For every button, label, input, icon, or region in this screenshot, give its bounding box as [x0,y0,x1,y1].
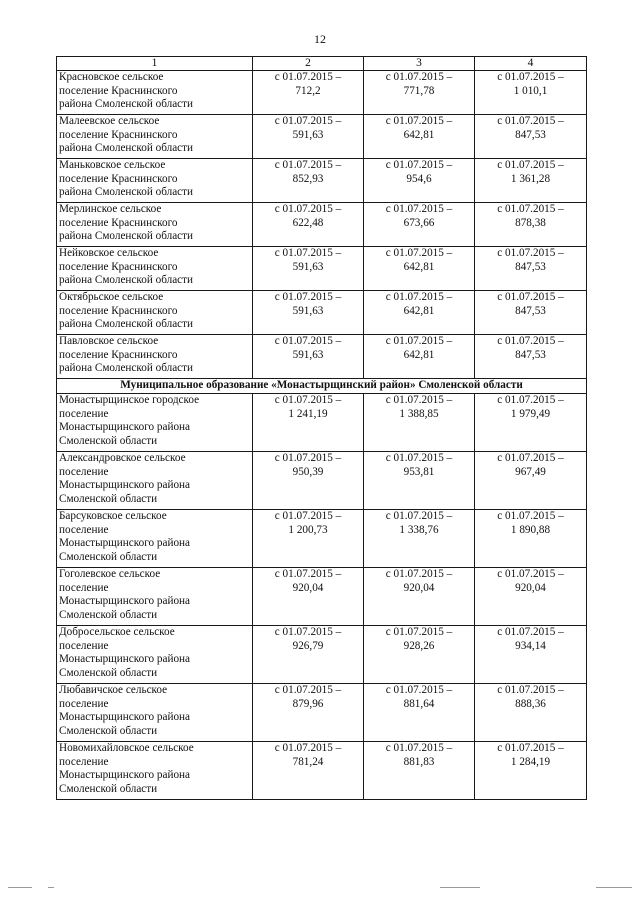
tariff-col-3-cell [364,115,475,159]
settlement-name-line: Монастырщинского района [59,653,190,665]
tariff-col-4-line: с 01.07.2015 – [497,335,564,347]
tariff-col-3-line: с 01.07.2015 – [385,335,453,347]
tariff-col-2-line: с 01.07.2015 – [274,626,342,638]
column-number: 1 [57,57,253,71]
settlement-name-line: поселение Краснинского [59,216,178,229]
tariff-col-4-line: с 01.07.2015 – [497,71,564,83]
tariff-col-2-line: с 01.07.2015 – [274,568,342,580]
settlement-name-line: поселение Краснинского [59,348,178,361]
tariff-col-2-line: с 01.07.2015 – [274,291,342,303]
tariff-col-4-line: 1 361,28 [510,172,551,185]
settlement-name-line: поселение Краснинского [59,260,178,273]
tariff-col-3-line: с 01.07.2015 – [385,71,453,83]
table-row [57,159,587,203]
tariff-col-4-line: с 01.07.2015 – [497,452,564,464]
table-row [57,510,587,568]
tariff-col-3-line: с 01.07.2015 – [385,452,453,464]
tariff-col-4-cell [475,626,587,684]
settlement-name-line: поселение Краснинского [59,304,178,317]
settlement-name-line: поселение [59,465,109,478]
tariff-col-4-cell [475,291,587,335]
settlement-name-line: Добросельское сельское [59,626,175,638]
tariff-col-4-line: с 01.07.2015 – [497,742,564,754]
table-row [57,203,587,247]
tariff-col-2-line: 926,79 [292,639,324,652]
tariff-col-4-line: с 01.07.2015 – [497,684,564,696]
tariff-col-4-cell [475,247,587,291]
tariff-col-4-line: 1 010,1 [513,84,548,97]
table-row [57,71,587,115]
settlement-name-line: поселение Краснинского [59,128,178,141]
settlement-name-line: Смоленской области [59,782,158,795]
settlement-name-cell [57,335,253,379]
tariff-col-3-line: 920,04 [403,581,435,594]
settlement-name-cell [57,203,253,247]
column-number-row [57,57,587,71]
tariff-col-4-line: 1 890,88 [510,523,551,536]
tariff-col-3-line: 642,81 [403,304,435,317]
tariff-col-4-line: с 01.07.2015 – [497,159,564,171]
table-row [57,115,587,159]
settlement-name-line: Красновское сельское [59,71,164,83]
settlement-name-line: района Смоленской области [59,142,194,154]
tariff-col-4-line: 847,53 [515,304,546,317]
tariff-col-2-line: 591,63 [292,348,324,361]
settlement-name-line: Павловское сельское [59,335,159,347]
tariff-col-3-line: 771,78 [403,84,435,97]
tariff-col-4-line: с 01.07.2015 – [497,626,564,638]
settlement-name-line: Нейковское сельское [59,247,159,259]
tariff-col-2-line: с 01.07.2015 – [274,335,342,347]
tariff-col-3-line: 642,81 [403,128,435,141]
settlement-name-line: Монастырщинское городское [59,394,200,406]
tariff-col-3-cell [364,291,475,335]
tariff-col-4-line: 920,04 [515,581,546,594]
settlement-name-line: Октябрьское сельское [59,291,164,303]
tariff-col-4-cell [475,510,587,568]
tariff-col-3-cell [364,684,475,742]
tariff-col-2-cell [253,568,364,626]
tariff-col-4-cell [475,335,587,379]
tariff-col-2-line: 712,2 [295,84,321,97]
tariff-col-2-line: 950,39 [292,465,324,478]
tariff-col-4-line: с 01.07.2015 – [497,568,564,580]
tariff-col-3-cell [364,247,475,291]
tariff-col-4-cell [475,203,587,247]
tariff-col-4-cell [475,159,587,203]
tariff-col-2-line: с 01.07.2015 – [274,742,342,754]
tariff-col-4-cell [475,452,587,510]
settlement-name-line: Барсуковское сельское [59,510,167,522]
tariff-col-4-line: 888,36 [515,697,546,710]
tariff-col-2-line: с 01.07.2015 – [274,510,342,522]
settlement-name-line: района Смоленской области [59,318,194,330]
tariff-col-4-line: с 01.07.2015 – [497,394,564,406]
settlement-name-line: района Смоленской области [59,362,194,374]
tariff-col-3-cell [364,159,475,203]
tariff-col-4-cell [475,115,587,159]
settlement-name-line: Новомихайловское сельское [59,742,194,754]
settlement-name-line: Любавичское сельское [59,684,168,696]
table-row [57,742,587,800]
tariff-col-2-line: 879,96 [292,697,324,710]
settlement-name-line: поселение [59,581,109,594]
table-row [57,684,587,742]
tariff-col-3-line: с 01.07.2015 – [385,291,453,303]
tariff-col-2-line: с 01.07.2015 – [274,247,342,259]
settlement-name-line: Монастырщинского района [59,769,190,781]
table-row [57,247,587,291]
tariff-col-4-line: 847,53 [515,260,546,273]
tariff-col-3-line: 673,66 [403,216,435,229]
settlement-name-line: Монастырщинского района [59,537,190,549]
monastyrshchinsky-rows [57,394,587,800]
settlement-name-line: Смоленской области [59,724,158,737]
settlement-name-cell [57,742,253,800]
table-row [57,394,587,452]
tariff-col-3-cell [364,568,475,626]
settlement-name-line: поселение [59,697,109,710]
tariff-col-3-line: с 01.07.2015 – [385,626,453,638]
settlement-name-line: Монастырщинского района [59,479,190,491]
tariff-col-2-cell [253,247,364,291]
settlement-name-line: Смоленской области [59,666,158,679]
column-number: 2 [253,57,364,71]
tariff-col-3-line: с 01.07.2015 – [385,115,453,127]
tariff-col-3-cell [364,203,475,247]
settlement-name-line: Монастырщинского района [59,711,190,723]
tariff-table [56,56,587,800]
tariff-col-3-line: 1 338,76 [399,523,439,536]
settlement-name-line: района Смоленской области [59,274,194,286]
tariff-col-4-line: с 01.07.2015 – [497,115,564,127]
tariff-col-3-cell [364,510,475,568]
tariff-col-2-cell [253,742,364,800]
table-row [57,568,587,626]
settlement-name-line: района Смоленской области [59,98,194,110]
settlement-name-line: Смоленской области [59,434,158,447]
tariff-col-3-line: с 01.07.2015 – [385,159,453,171]
tariff-col-3-cell [364,742,475,800]
settlement-name-cell [57,510,253,568]
tariff-col-2-cell [253,291,364,335]
tariff-col-2-line: 920,04 [292,581,324,594]
tariff-col-3-line: с 01.07.2015 – [385,742,453,754]
settlement-name-cell [57,247,253,291]
tariff-col-4-line: 847,53 [515,348,546,361]
settlement-name-line: поселение Краснинского [59,84,178,97]
tariff-col-3-line: с 01.07.2015 – [385,203,453,215]
tariff-col-4-line: 1 979,49 [510,407,551,420]
tariff-col-3-cell [364,394,475,452]
tariff-col-2-line: 1 241,19 [288,407,328,420]
settlement-name-cell [57,684,253,742]
tariff-col-4-cell [475,568,587,626]
settlement-name-cell [57,291,253,335]
tariff-col-3-line: 881,83 [403,755,435,768]
settlement-name-cell [57,452,253,510]
settlement-name-cell [57,394,253,452]
tariff-col-2-cell [253,510,364,568]
tariff-col-4-line: с 01.07.2015 – [497,203,564,215]
tariff-col-3-line: с 01.07.2015 – [385,247,453,259]
settlement-name-line: поселение [59,407,109,420]
tariff-col-2-line: 622,48 [292,216,324,229]
tariff-col-4-cell [475,684,587,742]
tariff-col-2-line: с 01.07.2015 – [274,71,342,83]
section-row [57,379,587,394]
settlement-name-line: Смоленской области [59,492,158,505]
section-heading: Муниципальное образование «Монастырщинский район» Смоленской области [57,379,587,394]
tariff-col-2-cell [253,159,364,203]
tariff-col-3-cell [364,452,475,510]
settlement-name-line: Малеевское сельское [59,115,160,127]
tariff-col-4-cell [475,71,587,115]
tariff-col-2-line: с 01.07.2015 – [274,159,342,171]
tariff-col-2-line: 1 200,73 [288,523,328,536]
tariff-col-2-line: 591,63 [292,260,324,273]
settlement-name-cell [57,71,253,115]
settlement-name-line: поселение Краснинского [59,172,178,185]
settlement-name-line: Александровское сельское [59,452,186,464]
tariff-col-3-line: 953,81 [403,465,435,478]
settlement-name-line: района Смоленской области [59,186,194,198]
tariff-col-3-line: 642,81 [403,348,435,361]
tariff-col-3-line: с 01.07.2015 – [385,568,453,580]
tariff-col-4-line: 934,14 [515,639,546,652]
tariff-col-2-cell [253,626,364,684]
tariff-col-3-line: с 01.07.2015 – [385,394,453,406]
tariff-col-2-line: 591,63 [292,128,324,141]
table-row [57,335,587,379]
table-row [57,291,587,335]
settlement-name-cell [57,568,253,626]
tariff-col-2-line: 852,93 [292,172,324,185]
tariff-col-3-line: 881,64 [403,697,435,710]
settlement-name-cell [57,159,253,203]
tariff-col-2-cell [253,394,364,452]
tariff-col-3-line: 928,26 [403,639,435,652]
tariff-col-2-cell [253,71,364,115]
tariff-col-4-line: 847,53 [515,128,546,141]
settlement-name-line: поселение [59,523,109,536]
settlement-name-cell [57,115,253,159]
tariff-col-4-line: 1 284,19 [510,755,551,768]
tariff-col-3-line: с 01.07.2015 – [385,510,453,522]
tariff-col-4-cell [475,394,587,452]
tariff-col-2-line: с 01.07.2015 – [274,452,342,464]
column-number: 3 [364,57,475,71]
settlement-name-line: Смоленской области [59,550,158,563]
tariff-col-3-cell [364,335,475,379]
settlement-name-line: района Смоленской области [59,230,194,242]
table-row [57,452,587,510]
tariff-col-2-line: с 01.07.2015 – [274,203,342,215]
settlement-name-line: Мерлинское сельское [59,203,162,215]
tariff-col-2-line: с 01.07.2015 – [274,394,342,406]
tariff-col-2-cell [253,115,364,159]
tariff-col-3-line: 642,81 [403,260,435,273]
tariff-col-2-cell [253,203,364,247]
table-row [57,626,587,684]
tariff-col-2-line: 591,63 [292,304,324,317]
settlement-name-line: Маньковское сельское [59,159,166,171]
tariff-col-2-cell [253,452,364,510]
settlement-name-line: Монастырщинского района [59,595,190,607]
tariff-col-3-cell [364,71,475,115]
settlement-name-line: Гоголевское сельское [59,568,161,580]
tariff-col-3-line: 954,6 [406,172,432,185]
scan-artifacts [0,884,640,894]
tariff-col-4-cell [475,742,587,800]
column-number: 4 [475,57,587,71]
tariff-col-2-line: с 01.07.2015 – [274,115,342,127]
page-number: 12 [314,32,326,46]
krasninsky-rows [57,71,587,379]
tariff-col-4-line: с 01.07.2015 – [497,247,564,259]
tariff-col-4-line: с 01.07.2015 – [497,510,564,522]
tariff-col-4-line: 878,38 [515,216,546,229]
settlement-name-line: поселение [59,755,109,768]
tariff-col-4-line: с 01.07.2015 – [497,291,564,303]
settlement-name-line: Смоленской области [59,608,158,621]
settlement-name-line: Монастырщинского района [59,421,190,433]
settlement-name-line: поселение [59,639,109,652]
settlement-name-cell [57,626,253,684]
tariff-col-3-line: с 01.07.2015 – [385,684,453,696]
tariff-col-2-cell [253,684,364,742]
tariff-col-2-line: 781,24 [292,755,324,768]
tariff-col-4-line: 967,49 [515,465,546,478]
tariff-col-2-line: с 01.07.2015 – [274,684,342,696]
tariff-col-2-cell [253,335,364,379]
tariff-col-3-line: 1 388,85 [399,407,439,420]
tariff-col-3-cell [364,626,475,684]
